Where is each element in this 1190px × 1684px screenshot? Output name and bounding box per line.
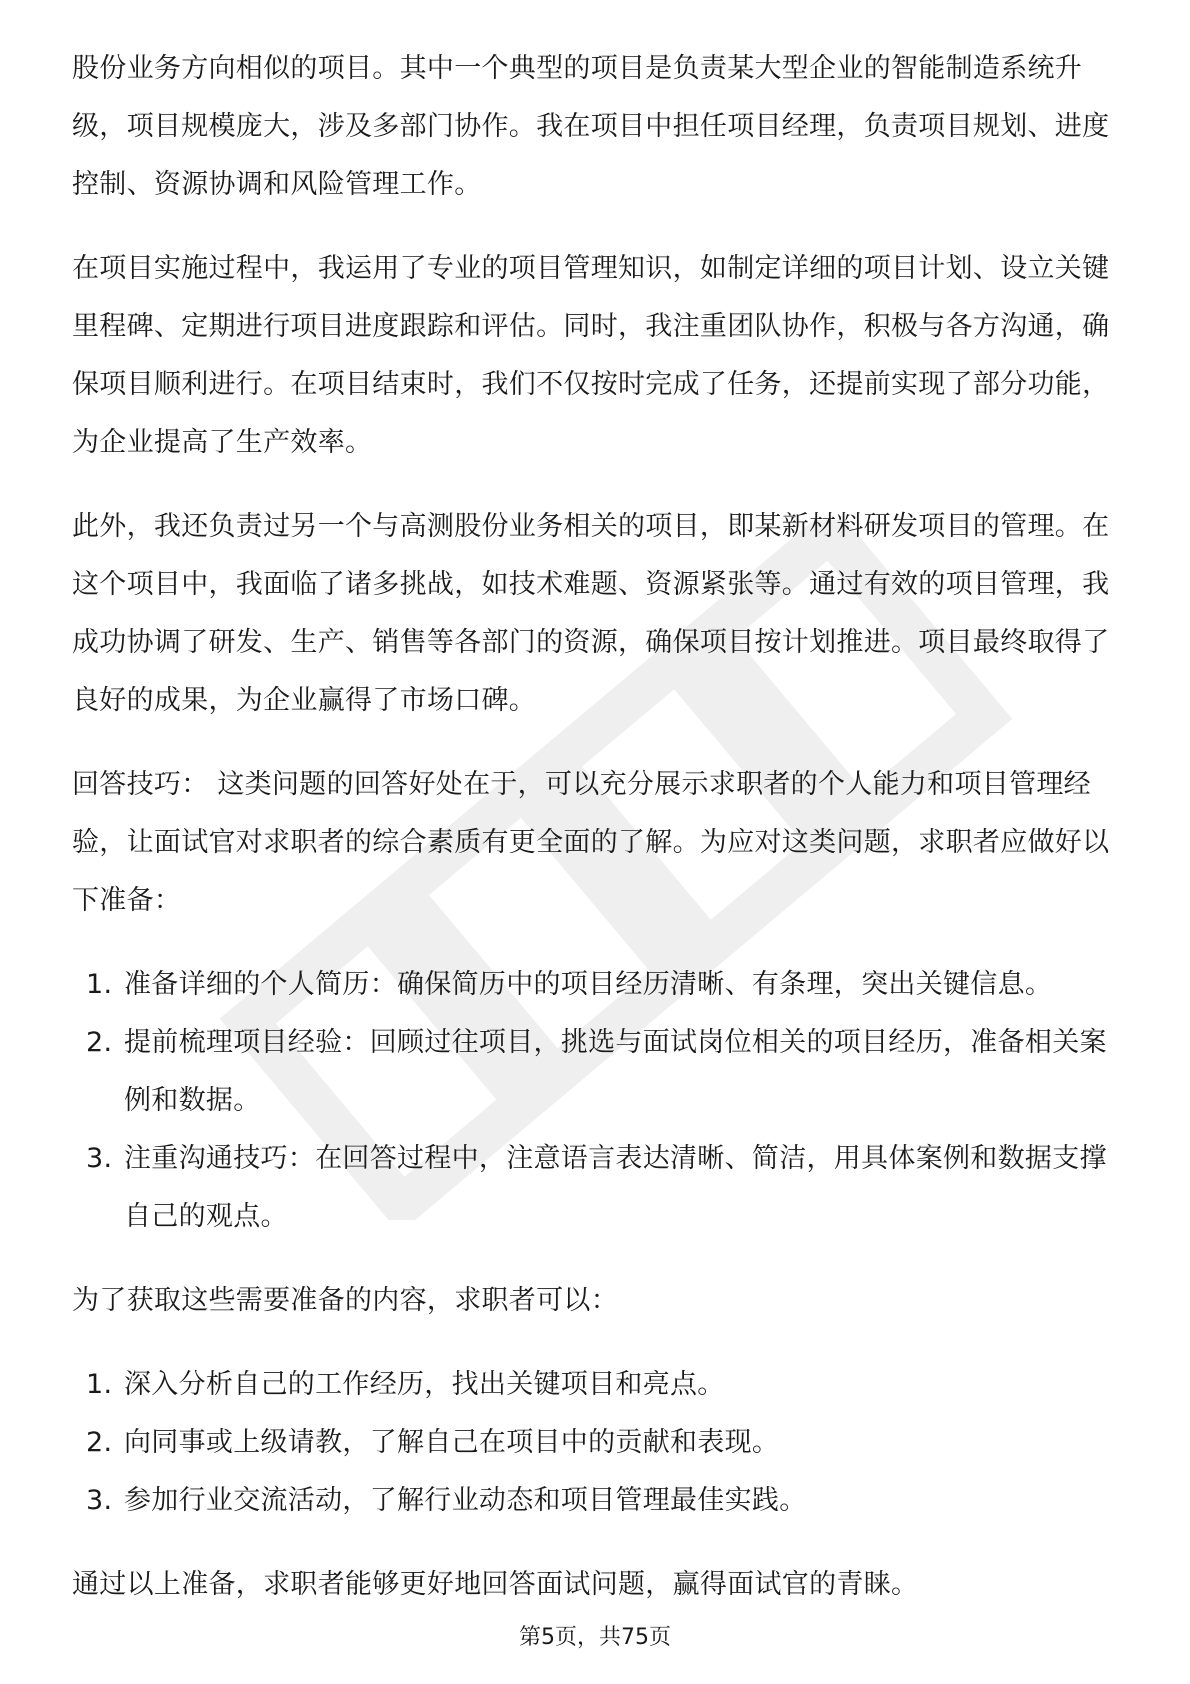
list-number: 3. bbox=[86, 1485, 113, 1516]
list-item bbox=[72, 1130, 1122, 1246]
paragraph-obtain: 为了获取这些需要准备的内容，求职者可以： bbox=[72, 1285, 618, 1316]
list-text: 深入分析自己的工作经历，找出关键项目和亮点。 bbox=[124, 1369, 725, 1400]
list-item bbox=[72, 1414, 1122, 1472]
paragraph-conclusion: 通过以上准备，求职者能够更好地回答面试问题，赢得面试官的青睐。 bbox=[72, 1569, 919, 1600]
list-number: 1. bbox=[86, 969, 113, 1000]
page-number: 第5页，共75页 bbox=[519, 1625, 671, 1650]
document-page bbox=[72, 40, 1122, 1640]
paragraph-3: 此外，我还负责过另一个与高测股份业务相关的项目，即某新材料研发项目的管理。在这个项目中，我面临了诸多挑战，如技术难题、资源紧张等。通过有效的项目管理，我成功协调了研发、生产、销售等各部门的资源，确保项目按计划推进。项目最终取得了良好的成果，为企业赢得了市场口碑。 bbox=[72, 511, 1110, 716]
list-number: 3. bbox=[86, 1143, 113, 1174]
list-item bbox=[72, 1014, 1122, 1130]
list-text: 向同事或上级请教，了解自己在项目中的贡献和表现。 bbox=[124, 1427, 780, 1458]
paragraph-tips: 回答技巧： 这类问题的回答好处在于，可以充分展示求职者的个人能力和项目管理经验，让面试官对求职者的综合素质有更全面的了解。为应对这类问题，求职者应做好以下准备： bbox=[72, 769, 1110, 916]
list-number: 1. bbox=[86, 1369, 113, 1400]
list-text: 准备详细的个人简历：确保简历中的项目经历清晰、有条理，突出关键信息。 bbox=[124, 969, 1053, 1000]
paragraph-2: 在项目实施过程中，我运用了专业的项目管理知识，如制定详细的项目计划、设立关键里程碑、定期进行项目进度跟踪和评估。同时，我注重团队协作，积极与各方沟通，确保项目顺利进行。在项目结束时，我们不仅按时完成了任务，还提前实现了部分功能，为企业提高了生产效率。 bbox=[72, 253, 1110, 458]
list-text: 注重沟通技巧：在回答过程中，注意语言表达清晰、简洁，用具体案例和数据支撑自己的观点。 bbox=[124, 1143, 1107, 1232]
prepare-list bbox=[72, 956, 1122, 1246]
list-number: 2. bbox=[86, 1427, 113, 1458]
list-item bbox=[72, 1472, 1122, 1530]
list-text: 参加行业交流活动，了解行业动态和项目管理最佳实践。 bbox=[124, 1485, 807, 1516]
list-text: 提前梳理项目经验：回顾过往项目，挑选与面试岗位相关的项目经历，准备相关案例和数据。 bbox=[124, 1027, 1107, 1116]
paragraph-1: 股份业务方向相似的项目。其中一个典型的项目是负责某大型企业的智能制造系统升级，项目规模庞大，涉及多部门协作。我在项目中担任项目经理，负责项目规划、进度控制、资源协调和风险管理工作。 bbox=[72, 53, 1110, 200]
obtain-list bbox=[72, 1356, 1122, 1530]
list-item bbox=[72, 956, 1122, 1014]
list-number: 2. bbox=[86, 1027, 113, 1058]
list-item bbox=[72, 1356, 1122, 1414]
